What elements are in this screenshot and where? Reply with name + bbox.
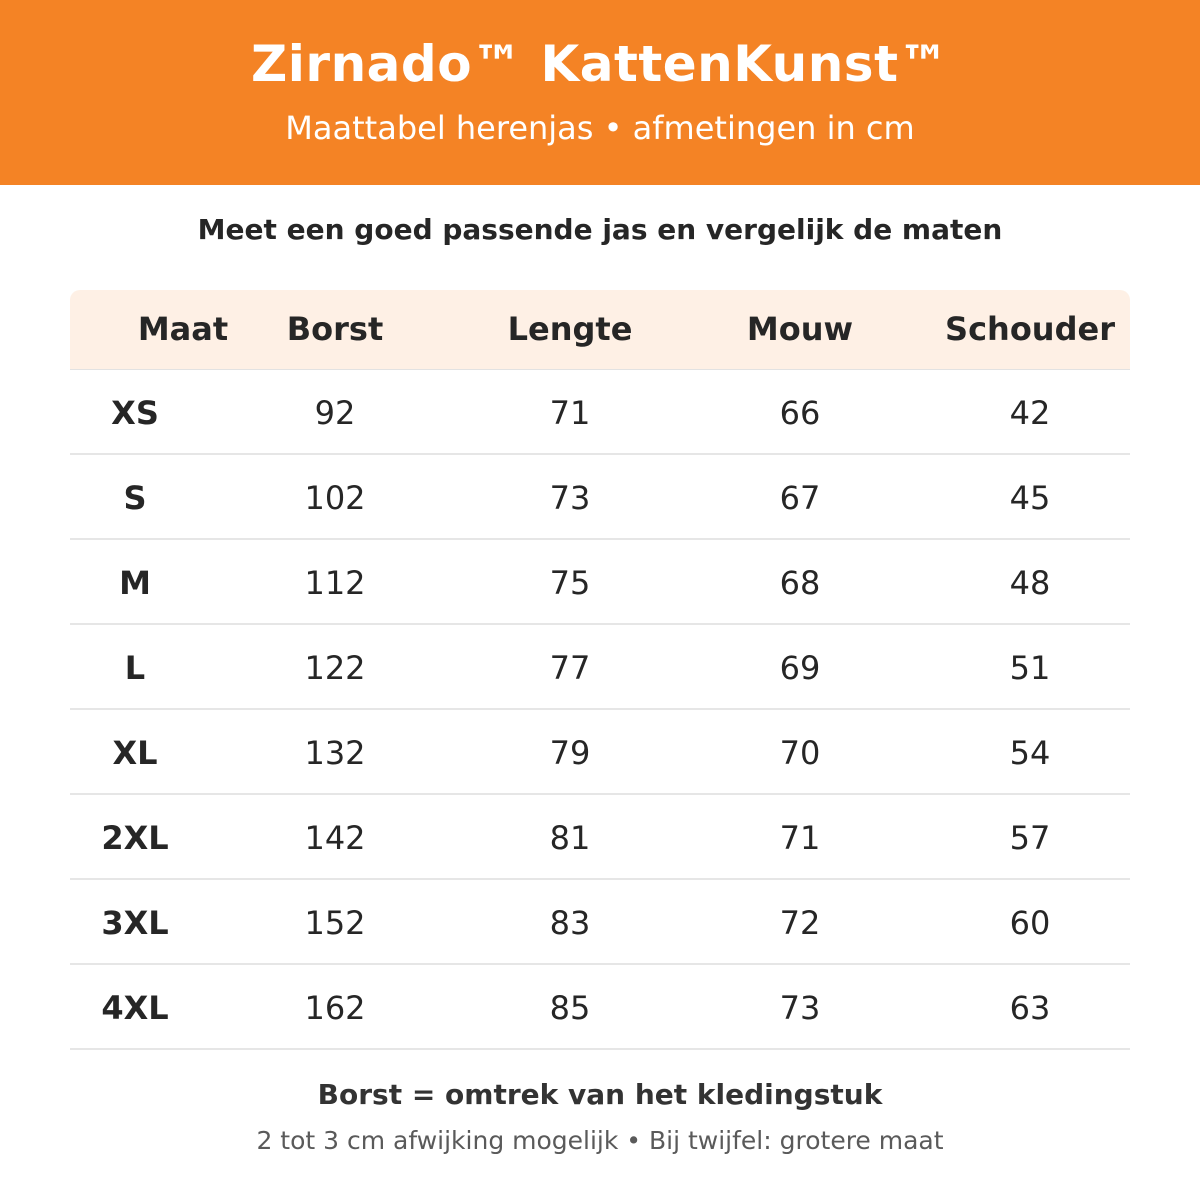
shoulder-cell: 60 (1009, 904, 1051, 942)
table-row (70, 455, 1130, 540)
column-header-mouw: Mouw (746, 310, 854, 348)
table-row (70, 880, 1130, 965)
table-row (70, 795, 1130, 880)
table-header-row (70, 290, 1130, 370)
chest-cell: 102 (304, 479, 366, 517)
length-cell: 81 (549, 819, 591, 857)
column-header-lengte: Lengte (507, 310, 633, 348)
table-row (70, 625, 1130, 710)
chest-cell: 122 (304, 649, 366, 687)
sleeve-cell: 67 (779, 479, 821, 517)
length-cell: 83 (549, 904, 591, 942)
length-cell: 85 (549, 989, 591, 1027)
shoulder-cell: 42 (1009, 394, 1051, 432)
size-table (70, 290, 1130, 1050)
shoulder-cell: 45 (1009, 479, 1051, 517)
table-row (70, 370, 1130, 455)
length-cell: 75 (549, 564, 591, 602)
size-cell: XS (111, 394, 159, 432)
chest-cell: 132 (304, 734, 366, 772)
sleeve-cell: 69 (779, 649, 821, 687)
chest-cell: 162 (304, 989, 366, 1027)
sleeve-cell: 72 (779, 904, 821, 942)
chest-cell: 152 (304, 904, 366, 942)
header-banner (0, 0, 1200, 185)
sleeve-cell: 71 (779, 819, 821, 857)
length-cell: 79 (549, 734, 591, 772)
column-header-maat: Maat (137, 310, 229, 348)
chart-subtitle: Maattabel herenjas • afmetingen in cm (285, 109, 915, 147)
measure-instruction: Meet een goed passende jas en vergelijk de maten (197, 213, 1003, 246)
chest-definition-note: Borst = omtrek van het kledingstuk (317, 1078, 883, 1111)
size-cell: 3XL (101, 904, 169, 942)
sleeve-cell: 70 (779, 734, 821, 772)
sleeve-cell: 68 (779, 564, 821, 602)
size-cell: 2XL (101, 819, 169, 857)
shoulder-cell: 63 (1009, 989, 1051, 1027)
size-cell: XL (112, 734, 158, 772)
brand-title: Zirnado™ KattenKunst™ (251, 35, 949, 93)
column-header-schouder: Schouder (945, 310, 1115, 348)
size-cell: S (123, 479, 147, 517)
size-cell: 4XL (101, 989, 169, 1027)
table-row (70, 710, 1130, 795)
length-cell: 71 (549, 394, 591, 432)
shoulder-cell: 51 (1009, 649, 1051, 687)
length-cell: 73 (549, 479, 591, 517)
chest-cell: 112 (304, 564, 366, 602)
size-cell: L (124, 649, 146, 687)
sleeve-cell: 66 (779, 394, 821, 432)
column-header-borst: Borst (286, 310, 384, 348)
length-cell: 77 (549, 649, 591, 687)
sleeve-cell: 73 (779, 989, 821, 1027)
size-cell: M (119, 564, 151, 602)
tolerance-disclaimer: 2 tot 3 cm afwijking mogelijk • Bij twijfel: grotere maat (256, 1126, 944, 1155)
table-row (70, 965, 1130, 1050)
shoulder-cell: 57 (1009, 819, 1051, 857)
chest-cell: 92 (314, 394, 356, 432)
shoulder-cell: 54 (1009, 734, 1051, 772)
chest-cell: 142 (304, 819, 366, 857)
shoulder-cell: 48 (1009, 564, 1051, 602)
table-row (70, 540, 1130, 625)
